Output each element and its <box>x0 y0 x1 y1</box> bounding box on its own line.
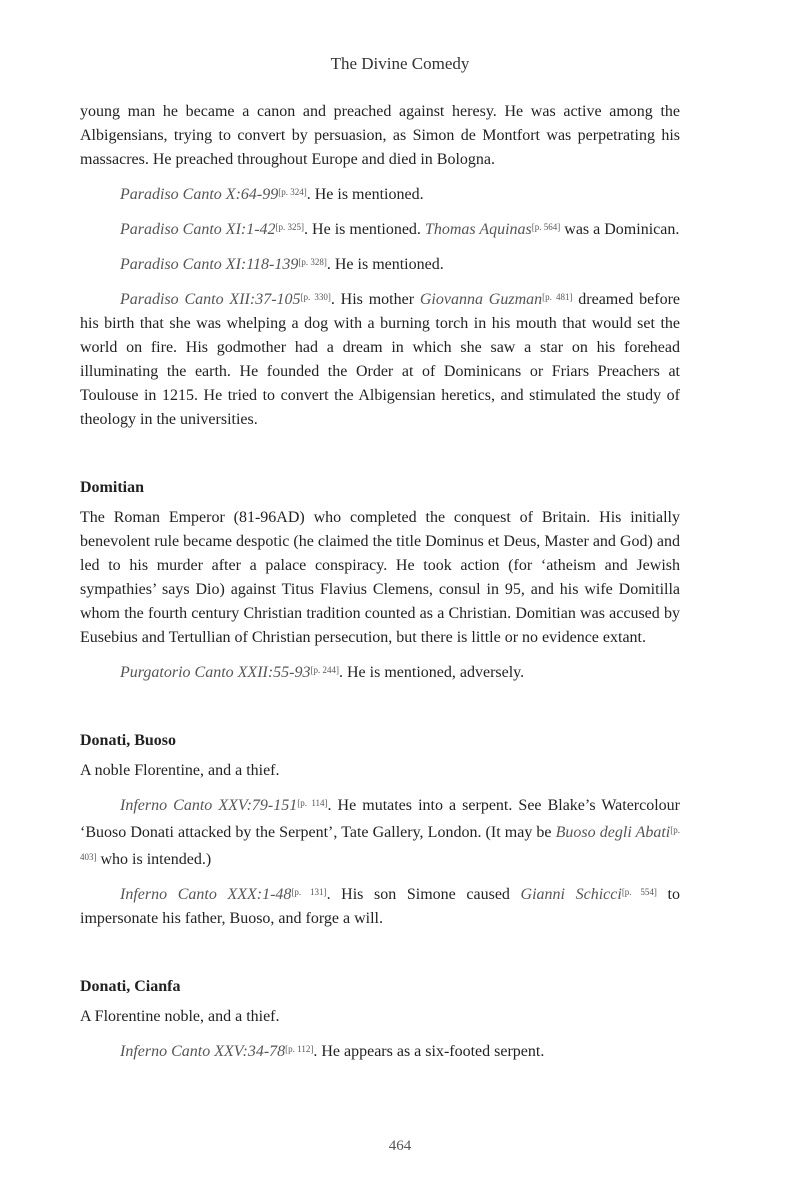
entry-text: who is intended.) <box>96 851 212 868</box>
entry-text: . He is mentioned. <box>304 221 425 238</box>
canto-link[interactable]: Inferno Canto XXX:1-48 <box>120 886 292 903</box>
entry-text: was a Dominican. <box>560 221 680 238</box>
canto-link[interactable]: Paradiso Canto XI:1-42 <box>120 221 276 238</box>
page-ref: [p. 328] <box>298 257 327 267</box>
page-ref: [p. 403] <box>80 825 680 862</box>
page-ref: [p. 325] <box>275 222 305 232</box>
page-body <box>80 100 680 1072</box>
page-ref: [p. 114] <box>297 798 328 808</box>
entry-text: . His mother <box>330 291 420 308</box>
person-link[interactable]: Giovanna Guzman <box>419 291 543 308</box>
entry-text: to impersonate his father, Buoso, and forge a will. <box>80 886 681 927</box>
canto-link[interactable]: Inferno Canto XXV:79-151 <box>120 797 298 814</box>
canto-link[interactable]: Inferno Canto XXV:34-78 <box>120 1043 286 1060</box>
page-ref: [p. 330] <box>300 292 331 302</box>
page-ref: [p. 481] <box>542 292 573 302</box>
reference-entry <box>80 658 680 685</box>
page-ref: [p. 554] <box>621 887 657 897</box>
canto-link[interactable]: Paradiso Canto XI:118-139 <box>120 256 299 273</box>
reference-entry <box>80 250 680 277</box>
reference-entry <box>80 215 680 242</box>
entry-intro: A noble Florentine, and a thief. <box>80 762 280 779</box>
canto-link[interactable]: Purgatorio Canto XXII:55-93 <box>120 664 311 681</box>
reference-entry <box>80 1037 680 1064</box>
entry-text: . He is mentioned. <box>326 256 444 273</box>
canto-link[interactable]: Paradiso Canto X:64-99 <box>120 186 279 203</box>
page-ref: [p. 244] <box>310 665 339 675</box>
person-link[interactable]: Gianni Schicci <box>520 886 622 903</box>
entry-text: . He is mentioned, adversely. <box>339 664 525 681</box>
reference-entry <box>80 285 680 432</box>
entry-intro: young man he became a canon and preached against heresy. He was active among the Albigensians, trying to convert by persuasion, as Simon de Montfort was perpetrating his massacres. He preached throughout Europe and died in Bologna. <box>80 103 680 168</box>
page-ref: [p. 112] <box>285 1044 314 1054</box>
entry-intro: A Florentine noble, and a thief. <box>80 1008 280 1025</box>
page-number: 464 <box>388 1138 412 1154</box>
entry-heading: Donati, Cianfa <box>80 978 181 995</box>
reference-entry <box>80 791 680 872</box>
entry-intro: The Roman Emperor (81-96AD) who completed the conquest of Britain. His initially benevolent rule became despotic (he claimed the title Dominus et Deus, Master and God) and led to his murder after a palace conspiracy. He took action (for ‘atheism and Jewish sympathies’ says Dio) against Titus Flavius Clemens, consul in 95, and his wife Domitilla whom the fourth century Christian tradition counted as a Christian. Domitian was accused by Eusebius and Tertullian of Christian persecution, but there is little or no evidence extant. <box>80 509 680 646</box>
entry-text: dreamed before his birth that she was whelping a dog with a burning torch in his mouth that would set the world on fire. His godmother had a dream in which she saw a star on his forehead illuminating the earth. He founded the Order at of Dominicans or Friars Preachers at Toulouse in 1215. He tried to convert the Albigensian heretics, and stimulated the study of theology in the universities. <box>80 291 681 428</box>
entry-text: . His son Simone caused <box>326 886 521 903</box>
page-ref: [p. 564] <box>531 222 561 232</box>
person-link[interactable]: Thomas Aquinas <box>424 221 532 238</box>
entry-text: . He appears as a six-footed serpent. <box>313 1043 545 1060</box>
canto-link[interactable]: Paradiso Canto XII:37-105 <box>120 291 301 308</box>
page-ref: [p. 324] <box>278 187 307 197</box>
person-link[interactable]: Buoso degli Abati <box>555 824 671 841</box>
page-ref: [p. 131] <box>291 887 327 897</box>
entry-heading: Donati, Buoso <box>80 732 177 749</box>
entry-heading: Domitian <box>80 479 144 496</box>
reference-entry <box>80 880 680 931</box>
running-head: The Divine Comedy <box>330 54 470 73</box>
reference-entry <box>80 180 680 207</box>
entry-text: . He is mentioned. <box>306 186 424 203</box>
entry-text: . He mutates into a serpent. See Blake’s Watercolour ‘Buoso Donati attacked by the Serpent’, Tate Gallery, London. (It may be <box>80 797 680 841</box>
